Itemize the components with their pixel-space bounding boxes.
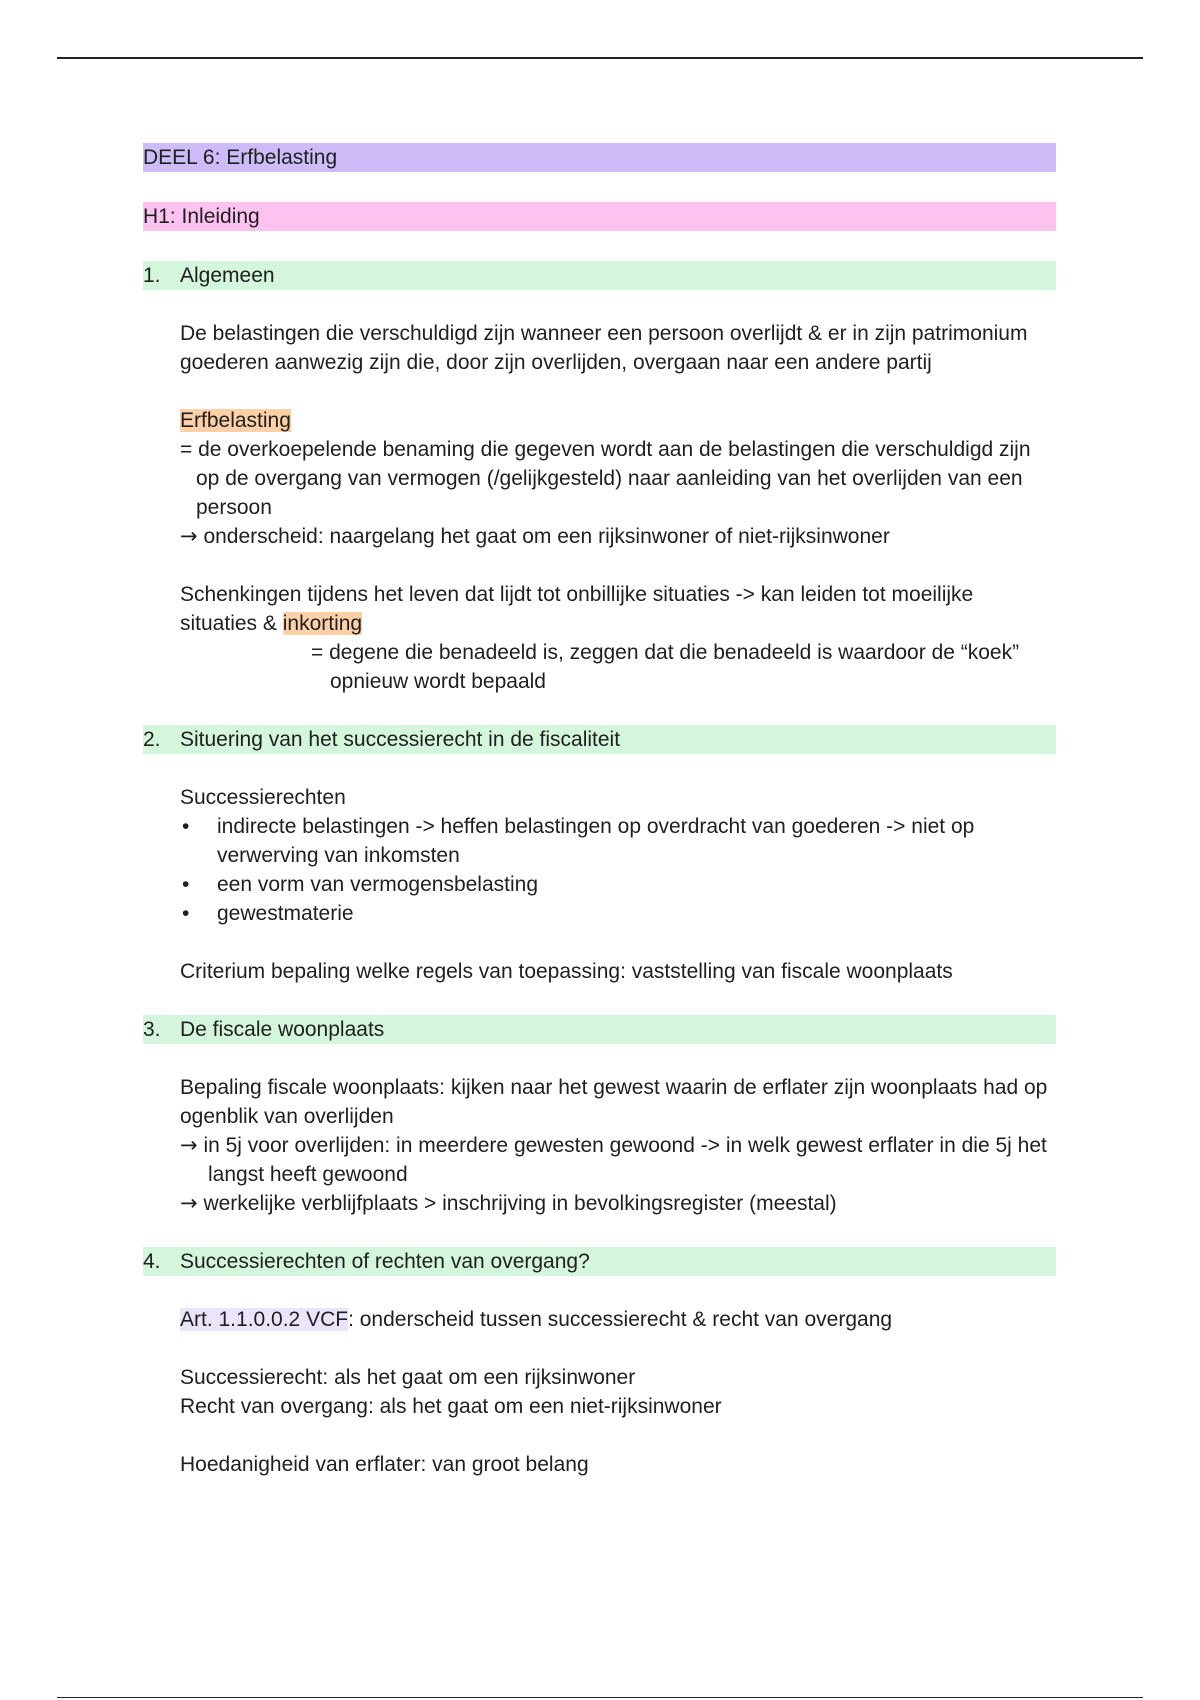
arrow-line xyxy=(180,522,1056,551)
paragraph: Recht van overgang: als het gaat om een niet-rijksinwoner xyxy=(180,1395,722,1418)
paragraph: Successierecht: als het gaat om een rijksinwoner xyxy=(180,1366,636,1389)
article-reference: Art. 1.1.0.0.2 VCF xyxy=(180,1308,349,1331)
section-heading-2 xyxy=(143,725,1056,754)
paragraph: Hoedanigheid van erflater: van groot belang xyxy=(180,1453,589,1476)
arrow-right-icon: → xyxy=(180,1191,198,1215)
section-heading-1 xyxy=(143,261,1056,290)
article-text: : onderscheid tussen successierecht & recht van overgang xyxy=(348,1308,893,1331)
arrow-right-icon: → xyxy=(180,524,198,548)
part-heading: DEEL 6: Erfbelasting xyxy=(143,143,1056,172)
paragraph: Criterium bepaling welke regels van toepassing: vaststelling van fiscale woonplaats xyxy=(180,960,953,983)
list-item xyxy=(180,899,1056,928)
section-heading-4 xyxy=(143,1247,1056,1276)
term-highlight: inkorting xyxy=(282,612,363,635)
term-highlight: Erfbelasting xyxy=(180,409,291,432)
section-number: 4. xyxy=(143,1250,161,1273)
section-title: Situering van het successierecht in de fiscaliteit xyxy=(180,728,621,751)
arrow-text: werkelijke verblijfplaats > inschrijving in bevolkingsregister (meestal) xyxy=(203,1192,837,1215)
section-number: 2. xyxy=(143,728,161,751)
list-item xyxy=(180,812,1056,870)
bullet-list xyxy=(180,812,1056,928)
paragraph: Bepaling fiscale woonplaats: kijken naar het gewest waarin de erflater zijn woonplaats had op ogenblik van overlijden xyxy=(180,1076,1048,1128)
list-item-text: een vorm van vermogensbelasting xyxy=(217,873,539,896)
paragraph xyxy=(180,580,1056,638)
arrow-right-icon: → xyxy=(180,1133,198,1157)
bullet-icon: • xyxy=(182,902,190,925)
list-item-text: indirecte belastingen -> heffen belastingen op overdracht van goederen -> niet op verwerving van inkomsten xyxy=(217,815,975,867)
gifts-text: Schenkingen tijdens het leven dat lijdt tot onbillijke situaties -> kan leiden tot moeilijke situaties & xyxy=(180,583,974,635)
section-body-4 xyxy=(143,1276,1056,1479)
section-heading-3 xyxy=(143,1015,1056,1044)
section-body-3 xyxy=(143,1044,1056,1247)
section-title: Successierechten of rechten van overgang? xyxy=(180,1250,590,1273)
chapter-heading: H1: Inleiding xyxy=(143,202,1056,231)
paragraph xyxy=(180,1305,1056,1334)
term-line xyxy=(180,406,1056,435)
term-definition: = de overkoepelende benaming die gegeven wordt aan de belastingen die verschuldigd zijn op de overgang van vermogen (/gelijkgesteld) naar aanleiding van het overlijden van een persoon xyxy=(180,438,1031,519)
arrow-line xyxy=(180,1189,1056,1218)
section-number: 1. xyxy=(143,264,161,287)
section-title: De fiscale woonplaats xyxy=(180,1018,385,1041)
paragraph: De belastingen die verschuldigd zijn wanneer een persoon overlijdt & er in zijn patrimonium goederen aanwezig zijn die, door zijn overlijden, overgaan naar een andere partij xyxy=(180,322,1028,374)
section-body-2 xyxy=(143,754,1056,1015)
paragraph: Successierechten xyxy=(180,786,346,809)
list-item-text: gewestmaterie xyxy=(217,902,354,925)
section-title: Algemeen xyxy=(180,264,275,287)
arrow-text: onderscheid: naargelang het gaat om een rijksinwoner of niet-rijksinwoner xyxy=(203,525,890,548)
bullet-icon: • xyxy=(182,815,190,838)
list-item xyxy=(180,870,1056,899)
bullet-icon: • xyxy=(182,873,190,896)
sub-definition-text: = degene die benadeeld is, zeggen dat die benadeeld is waardoor de “koek” opnieuw wordt bepaald xyxy=(311,641,1020,693)
header-rule xyxy=(57,57,1143,59)
section-number: 3. xyxy=(143,1018,161,1041)
arrow-text: in 5j voor overlijden: in meerdere gewesten gewoond -> in welk gewest erflater in die 5j het langst heeft gewoond xyxy=(203,1134,1047,1186)
document-content xyxy=(143,143,1056,1479)
section-body-1 xyxy=(143,290,1056,725)
footer-rule xyxy=(57,1697,1143,1698)
sub-definition xyxy=(180,638,1056,696)
arrow-line xyxy=(180,1131,1056,1189)
